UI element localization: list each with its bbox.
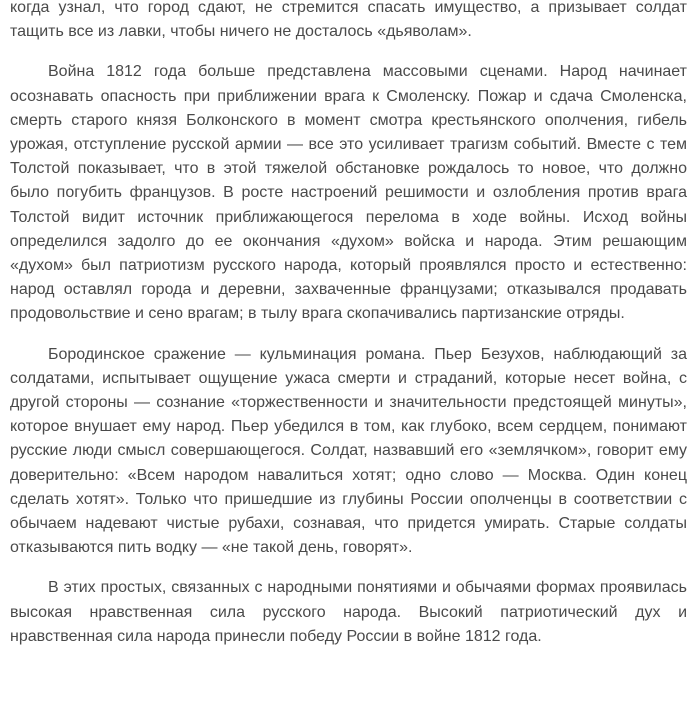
paragraph-war-1812: Война 1812 года больше представлена массовыми сценами. Народ начинает осознавать опасность при приближении врага к Смоленску. Пожар и сдача Смоленска, смерть старого князя Болконского в момент смотра крестьянского ополчения, гибель урожая, отступление русской армии — все это усиливает трагизм событий. Вместе с тем Толстой показывает, что в этой тяжелой обстановке рождалось то новое, что должно было погубить французов. В росте настроений решимости и озлобления против врага Толстой видит источник приближающегося перелома в ходе войны. Исход войны определился задолго до ее окончания «духом» войска и народа. Этим решающим «духом» был патриотизм русского народа, который проявлялся просто и естественно: народ оставлял города и деревни, захваченные французами; отказывался продавать продовольствие и сено врагам; в тылу врага скопачивались партизанские отряды. <box>10 63 687 323</box>
paragraph-continuation: когда узнал, что город сдают, не стремится спасать имущество, а призывает солдат тащить все из лавки, чтобы ничего не досталось «дьяволам». <box>10 0 687 41</box>
paragraph-borodino: Бородинское сражение — кульминация романа. Пьер Безухов, наблюдающий за солдатами, испытывает ощущение ужаса смерти и страданий, которые несет война, с другой стороны — сознание «торжественности и значительности предстоящей минуты», которое внушает ему народ. Пьер убедился в том, как глубоко, всем сердцем, понимают русские люди смысл совершающегося. Солдат, назвавший его «землячком», говорит ему доверительно: «Всем народом навалиться хотят; одно слово — Москва. Один конец сделать хотят». Только что пришедшие из глубины России ополченцы в соответствии с обычаем надевают чистые рубахи, сознавая, что придется умирать. Старые солдаты отказываются пить водку — «не такой день, говорят». <box>10 345 687 557</box>
paragraph-conclusion: В этих простых, связанных с народными понятиями и обычаями формах проявилась высокая нравственная сила русского народа. Высокий патриотический дух и нравственная сила народа принесли победу России в войне 1812 года. <box>10 579 687 645</box>
